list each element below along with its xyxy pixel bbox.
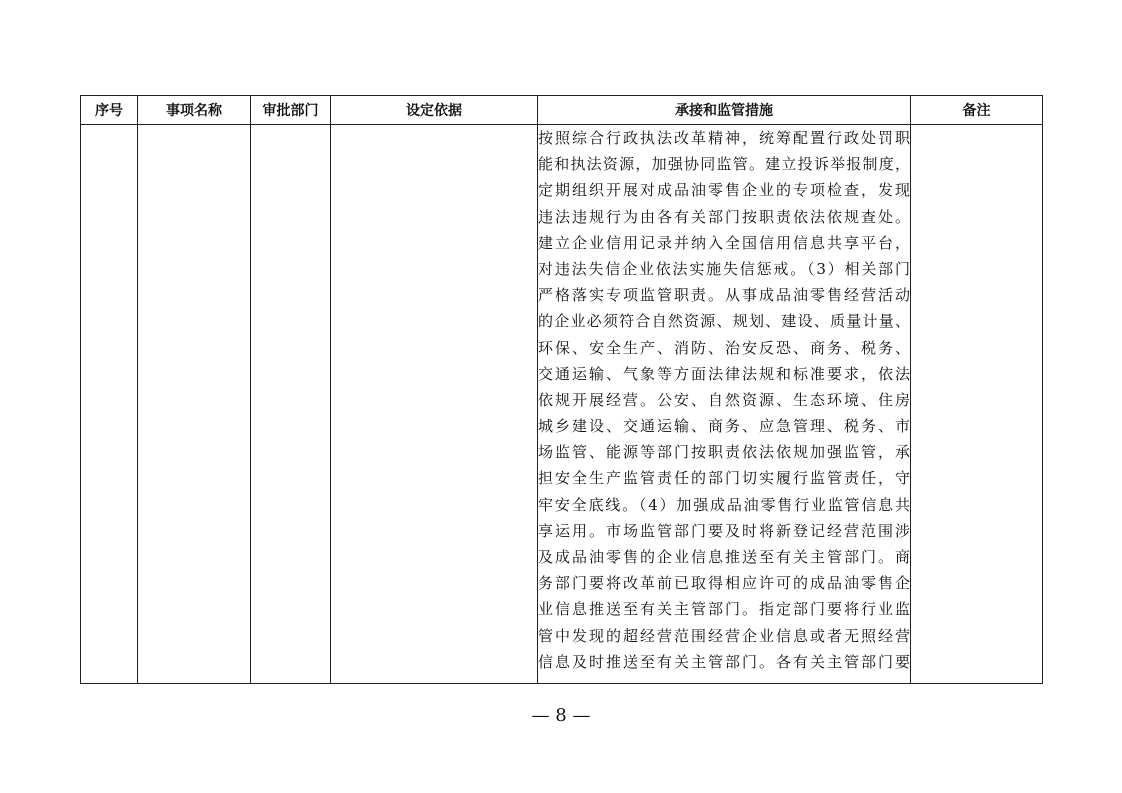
measures-text-line: 按照综合行政执法改革精神，统筹配置行政处罚职	[538, 129, 910, 147]
cell-seq	[81, 125, 138, 684]
measures-text-line: 城乡建设、交通运输、商务、应急管理、税务、市	[538, 417, 910, 436]
measures-text-line: 环保、安全生产、消防、治安反恐、商务、税务、	[538, 338, 910, 357]
cell-basis	[331, 125, 538, 684]
measures-text-line: 依规开展经营。公安、自然资源、生态环境、住房	[538, 390, 910, 409]
cell-measures	[538, 125, 911, 684]
cell-item-name	[138, 125, 251, 684]
measures-text-line: 业信息推送至有关主管部门。指定部门要将行业监	[538, 600, 910, 619]
header-item-name: 事项名称	[138, 96, 251, 125]
page-number: — 8 —	[531, 705, 591, 726]
measures-text-line: 及成品油零售的企业信息推送至有关主管部门。商	[538, 548, 910, 566]
measures-text-line: 场监管、能源等部门按职责依法依规加强监管，承	[538, 443, 910, 462]
measures-text-line: 严格落实专项监管职责。从事成品油零售经营活动	[538, 286, 910, 305]
table-row	[81, 125, 1043, 684]
cell-approval-dept	[251, 125, 331, 684]
measures-text-line: 牢安全底线。（4）加强成品油零售行业监管信息共	[538, 495, 910, 514]
measures-text-line: 违法违规行为由各有关部门按职责依法依规查处。	[538, 207, 910, 226]
header-remarks: 备注	[911, 96, 1043, 125]
measures-text-line: 管中发现的超经营范围经营企业信息或者无照经营	[538, 626, 910, 645]
measures-text-line: 交通运输、气象等方面法律法规和标准要求，依法	[538, 364, 910, 383]
measures-text-line: 担安全生产监管责任的部门切实履行监管责任，守	[538, 469, 910, 488]
measures-text-line: 对违法失信企业依法实施失信惩戒。（3）相关部门	[538, 259, 910, 278]
cell-remarks	[911, 125, 1043, 684]
measures-text-line: 的企业必须符合自然资源、规划、建设、质量计量、	[538, 312, 910, 331]
measures-text-line: 享运用。市场监管部门要及时将新登记经营范围涉	[538, 521, 910, 540]
table-header-row	[81, 96, 1043, 125]
measures-text-line: 建立企业信用记录并纳入全国信用信息共享平台，	[538, 233, 910, 252]
approval-items-table	[80, 95, 1043, 684]
measures-text-line: 务部门要将改革前已取得相应许可的成品油零售企	[538, 574, 910, 593]
header-basis: 设定依据	[331, 96, 538, 125]
header-approval-dept: 审批部门	[251, 96, 331, 125]
measures-text-line: 信息及时推送至有关主管部门。各有关主管部门要	[538, 652, 910, 671]
measures-text-line: 能和执法资源，加强协同监管。建立投诉举报制度，	[538, 155, 910, 174]
measures-text-line: 定期组织开展对成品油零售企业的专项检查，发现	[538, 181, 910, 200]
header-measures: 承接和监管措施	[538, 96, 911, 125]
header-seq: 序号	[81, 96, 138, 125]
